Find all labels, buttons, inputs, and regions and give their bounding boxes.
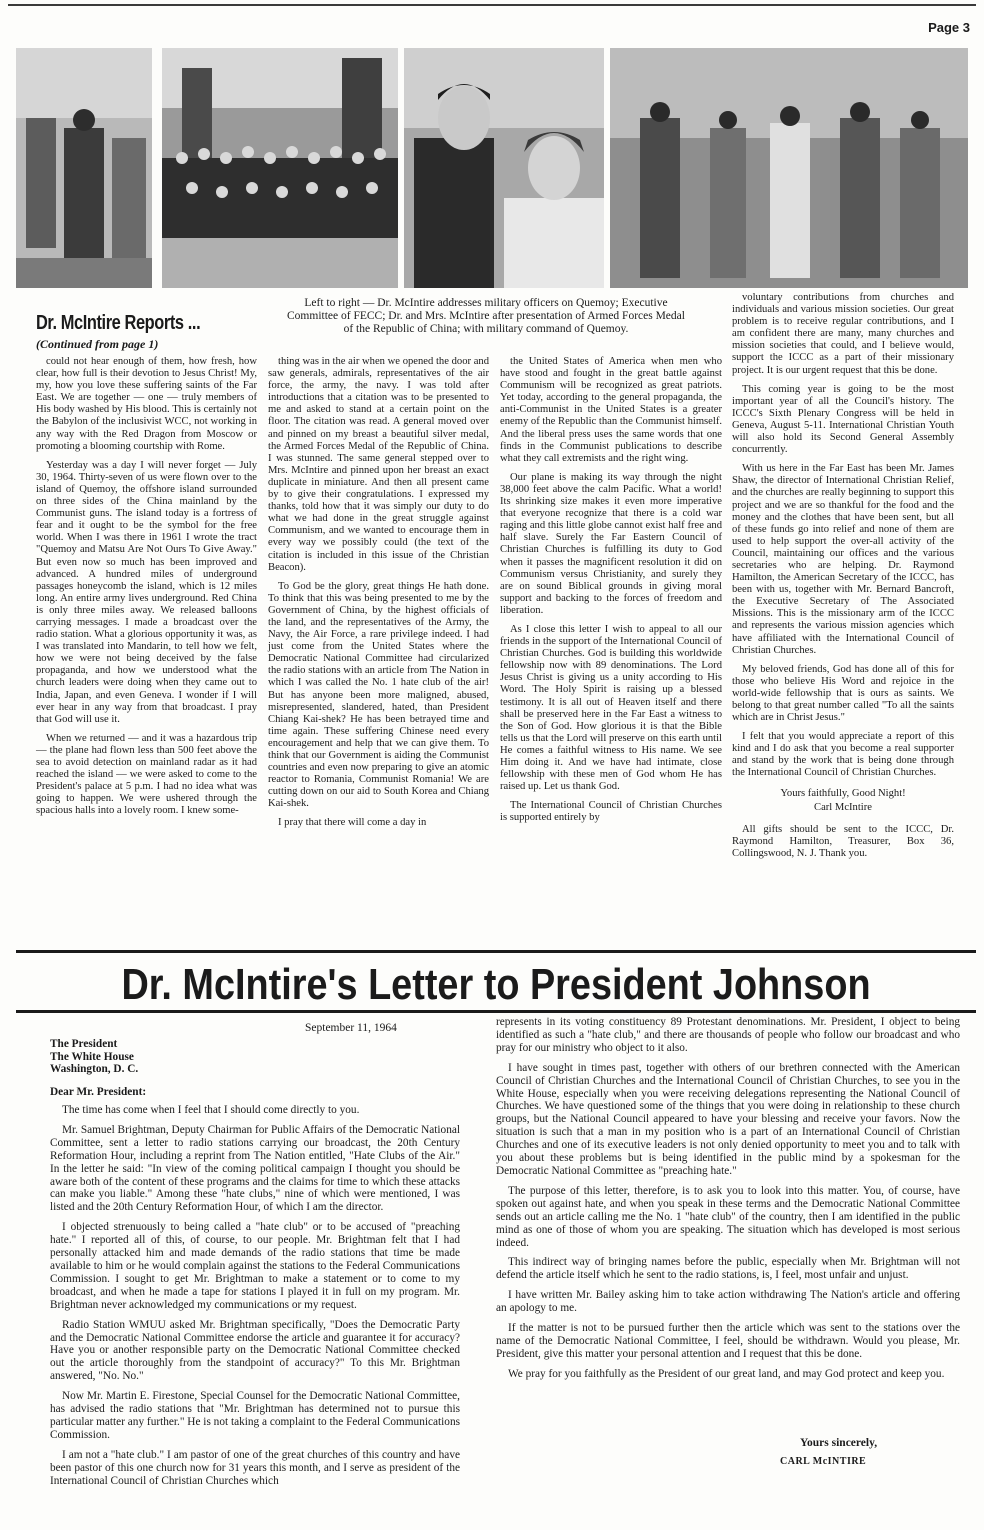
report-paragraph: I pray that there will come a day in (278, 817, 427, 829)
report-paragraph: To God be the glory, great things He hath done. To think that this was being presented to me by the Government of China, by the highest officials of the land, and the representatives of the Army, the Navy, the Air Force, a rare privilege indeed. I had just come from the United States where the Democratic National Committee had circularized the radio stations with an article from The Nation in which I was called the No. 1 hate club of the air! But has anyone been more maligned, abused, misrepresented, slandered, hated, than President Chiang Kai-shek? He has been betrayed time and time again. These suffering Chinese need every encouragement and help that we can give them. To think that our Government is aiding the Communist countries and even now preparing to give an atomic reactor to Romania, Communist Romania! We are cutting down on our aid to South Korea and Chiang Kai-shek. (268, 580, 489, 810)
address-line-2: The White House (50, 1050, 134, 1063)
report-column-4 (732, 292, 954, 867)
report-paragraph: the United States of America when men who have stood and fought in the great battle against Communism will be recognized as great patriots. Yet today, according to the general propaganda, the anti-Communist in the United States is a greater enemy of the Republic than the Communist himself. And the liberal press uses the same words that one finds in the Communist publications to describe what they call extremists and the right wing. (500, 356, 722, 464)
letter-paragraph: If the matter is not to be pursued further then the article which was sent to the stations over the name of the Democratic National Committee, I feel, should be withdrawn. Would you please, Mr. President, give this matter your personal attention and I request that this be done. (496, 1322, 960, 1360)
report-title: Dr. McIntire Reports ... (36, 312, 201, 334)
photo-fecc-committee (162, 48, 398, 288)
report-paragraph: The International Council of Christian Churches is supported entirely by (500, 800, 722, 824)
letter-headline: Dr. McIntire's Letter to President Johnson (121, 960, 871, 1009)
report-paragraph: thing was in the air when we opened the door and saw generals, admirals, representatives of the air force, the army, the navy. I was told after introductions that a citation was to be presented to me and asked to stand at a certain point on the floor. The citation was read. A general moved over and pinned on my breast a beautiful silver medal, the Armed Forces Medal of the Republic of China. I was stunned. The same general stepped over to Mrs. McIntire and pinned upon her breast an exact duplicate in miniature. And then all present came by to give their congratulations. I expressed my thanks, told how that it was simply our duty to do what we had done in the great struggle against Communism, and we wanted to encourage them in every way we possibly could (the text of the citation is included in this issue of the Christian Beacon). (268, 356, 489, 573)
report-column-4-body (732, 292, 954, 780)
continued-from: (Continued from page 1) (36, 337, 159, 351)
letter-paragraph: Radio Station WMUU asked Mr. Brightman specifically, "Does the Democratic Party and the Democratic National Committee endorse the article and guarantee it for accuracy? Have you or another responsible party on the Democratic National Committee checked out the article thoroughly from the standpoint of accuracy?" To this Mr. Brightman answered, "No. No." (50, 1318, 460, 1383)
report-paragraph: voluntary contributions from churches and individuals and various mission societies. Our great problem is to receive regular contributions, and I am confident there are many, many churches and mission societies that could, and I believe would, support the ICCC as a part of their missionary project. It is our urgent request that this be done. (732, 292, 954, 376)
headline-rule-bottom (16, 1010, 976, 1013)
letter-paragraph: I am not a "hate club." I am pastor of one of the great churches of this country and have been pastor of this one church now for 31 years this month, and I serve as president of the International Council of Christian Churches which (50, 1448, 460, 1487)
address-line-1: The President (50, 1038, 118, 1050)
letter-paragraph: Mr. Samuel Brightman, Deputy Chairman for Public Affairs of the Democratic National Committee, sent a letter to radio stations carrying our broadcast, the 20th Century Reformation Hour, including a reprint from The Nation entitled, "Hate Clubs of the Air." In the letter he said: "In view of the coming political campaign I thought you should be aware both of the content of these programs and the claims for time to which these attacks can make you liable." Among these "hate clubs," nine of which were mentioned, I was listed and the 20th Century Reformation Hour, of which I am the director. (50, 1123, 460, 1214)
letter-paragraph: We pray for you faithfully as the President of our great land, and may God protect and keep you. (508, 1367, 945, 1380)
report-column-3 (500, 356, 722, 831)
letter-right-column (496, 1016, 960, 1388)
report-closing-line1: Yours faithfully, Good Night! (780, 787, 906, 799)
report-paragraph: Our plane is making its way through the night 38,000 feet above the calm Pacific. What a world! Its shrinking size makes it even more imperative that everyone recognize that there is a cold war raging and this little globe cannot exist half free and half slave. Surely the Far Eastern Council of Christian Churches is fulfilling its duty to God when it passes the magnificent resolution it did on Communism versus Christianity, and surely they are on sound Biblical grounds in giving moral support and backing to the forces of freedom and liberation. (500, 471, 722, 616)
report-paragraph: With us here in the Far East has been Mr. James Shaw, the director of International Christian Relief, and the churches are really beginning to support this project and we are so thankful for the food and the money and the clothes that have been sent, but all of these funds go into relief and none of them are used to help support the over-all activity of the Council, maintaining our offices and the various secretaries who are helping. Dr. Raymond Hamilton, the American Secretary of the ICCC, has been with us, together with Mr. Bernard Bancroft, the Executive Secretary of The Associated Missions. This is the missionary arm of the ICCC and represents the various mission agencies which have affiliated with the International Council of Christian Churches. (732, 463, 954, 656)
report-paragraph: I felt that you would appreciate a report of this kind and I do ask that you become a real supporter and stand by the work that is being done through the International Council of Christian Churches. (732, 731, 954, 779)
report-column-2 (268, 356, 489, 837)
report-closing-line2: Carl McIntire (814, 801, 872, 813)
letter-paragraph: Now Mr. Martin E. Firestone, Special Counsel for the Democratic National Committee, has advised the radio stations that "Mr. Brightman has determined not to pursue this particular matter any further." He is not taking a complaint to the Federal Communications Commission. (50, 1390, 460, 1441)
report-paragraph: could not hear enough of them, how fresh, how clear, how full is their devotion to Jesus Christ! My, my, how you love these suffering saints of the Far East. We are together — one — truly members of His body washed by His blood. This is certainly not the Babylon of the inclusivist WCC, not working in any way with the Red Dragon from Moscow or promoting a blooming courtship with Rome. (36, 356, 257, 452)
report-paragraph: My beloved friends, God has done all of this for those who believe His Word and rejoice in the world-wide fellowship that is ours as saints. We belong to that great number called "To all the saints which are in Christ Jesus." (732, 663, 954, 724)
report-paragraph: Yesterday was a day I will never forget — July 30, 1964. Thirty-seven of us were flown over to the island of Quemoy, the offshore island surrounded on three sides of the China mainland by the Communist guns. The island today is a fortress of fear and it ought to be the symbol for the free world. When I was there in 1961 I wrote the tract "Quemoy and Matsu Are Not Ours To Give Away." But even now so much has been improved and advanced. A hundred miles of underground passages honeycomb the island, which is 12 miles long. An entire army lives underground. Red China is only three miles away. We released balloons carrying messages. I made a broadcast over the radio station. What a glorious opportunity it was, as I was translated into Mandarin, to tell how we felt, how we were not being deceived by the false propaganda, and how we understood what the church leaders were doing when they came out to India, Japan, and even Geneva. I wonder if I will ever hear in any way from that broadcast. I pray that God will use it. (36, 459, 257, 725)
letter-paragraph: represents in its voting constituency 89 Protestant denominations. Mr. President, I object to being identified as such a "hate club," and there are thousands of people who follow our broadcast and who pray for our ministry who object to it also. (496, 1016, 960, 1054)
letter-left-column (50, 1104, 460, 1494)
letter-paragraph: I have sought in times past, together with others of our brethren connected with the American Council of Christian Churches and the International Council of Christian Churches, to see you in the White House, especially when you were receiving delegations representing the National Council of Churches. We have questioned some of the things that you were doing in relationship to these church groups, but the National Council appeared to have your blessing and receive your favors. Now the situation is such that a man in my position who is a part of an International Council of Christian Churches and one of its executive leaders is not only denied opportunity to meet you and to talk with you about these problems but is being identified in the public mind by a spokesman for the Democratic National Committee as "preaching hate." (496, 1061, 960, 1177)
letter-salutation: Dear Mr. President: (50, 1086, 147, 1098)
letter-signoff: Yours sincerely, (800, 1437, 878, 1449)
top-rule (8, 4, 976, 6)
letter-paragraph: The purpose of this letter, therefore, is to ask you to look into this matter. You, of course, have spoken out against hate, and when you speak in these terms and the Democratic National Committee sends out an article calling me the No. 1 "hate club" of the country, then I am identified in the public mind as one of those of whom you are speaking. The situation which has developed is most serious indeed. (496, 1184, 960, 1249)
address-line-3: Washington, D. C. (50, 1063, 139, 1075)
photo-officers-quemoy (16, 48, 152, 288)
headline-rule-top (16, 950, 976, 953)
report-paragraph: This coming year is going to be the most important year of all the Council's history. The ICCC's Sixth Plenary Congress will be held in Geneva, August 5-11. International Christian Youth will also hold its Second General Assembly concurrently. (732, 383, 954, 456)
letter-paragraph: The time has come when I feel that I should come directly to you. (62, 1104, 360, 1116)
report-paragraph: As I close this letter I wish to appeal to all our friends in the support of the International Council of Christian Churches. God is building this worldwide fellowship now with 89 denominations. The Lord Jesus Christ is giving us a unity according to His Word. The Holy Spirit is raising up a blessed testimony. It is all out of Heaven itself and there shall be preserved here in the Far East a witness to the Son of God. How glorious it is that the Bible tells us that the Lord will preserve on this earth until He comes a faithful witness to His name. We see Him doing it. And we have had intimate, close fellowship with these men of God whom He has raised up. Let us thank God. (500, 623, 722, 793)
report-postscript: All gifts should be sent to the ICCC, Dr. Raymond Hamilton, Treasurer, Box 36, Collingswood, N. J. Thank you. (732, 823, 954, 859)
report-column-1 (36, 356, 257, 824)
photo-military-command (610, 48, 968, 288)
letter-signature: CARL McINTIRE (780, 1456, 867, 1467)
letter-paragraph: This indirect way of bringing names before the public, especially when Mr. Brightman will not defend the article itself which he sent to the radio stations, is, I feel, most unfair and unjust. (496, 1256, 960, 1282)
report-paragraph: When we returned — and it was a hazardous trip — the plane had flown less than 500 feet above the sea to avoid detection on mainland radar as it had reached the island — we were asked to come to the President's palace at 5 p.m. I had no idea what was going to happen. We were ushered through the spacious halls into a lovely room. I knew some- (36, 732, 257, 817)
page-number: Page 3 (928, 20, 970, 35)
photo-mcintire-couple (404, 48, 604, 288)
photo-caption: Left to right — Dr. McIntire addresses military officers on Quemoy; Executive Committee of FECC; Dr. and Mrs. McIntire after presentation of Armed Forces Medal of the Republic of China; with military command of Quemoy. (287, 297, 685, 335)
letter-address (50, 1038, 138, 1076)
letter-paragraph: I have written Mr. Bailey asking him to take action withdrawing The Nation's article and offering an apology to me. (496, 1289, 960, 1315)
letter-paragraph: I objected strenuously to being called a "hate club" or to be accused of "preaching hate." I reported all of this, of course, to our people. Mr. Brightman felt that I had personally attacked him and made demands of the radio stations that time be made available to him or he would complain against the stations to the Federal Communications Commission. I sought to get Mr. Brightman to make a statement or to come to my broadcast, and when he made a tape for stations I played it in full on my program. Mr. Brightman never acknowledged my communications or my request. (50, 1221, 460, 1311)
letter-date: September 11, 1964 (305, 1022, 397, 1034)
